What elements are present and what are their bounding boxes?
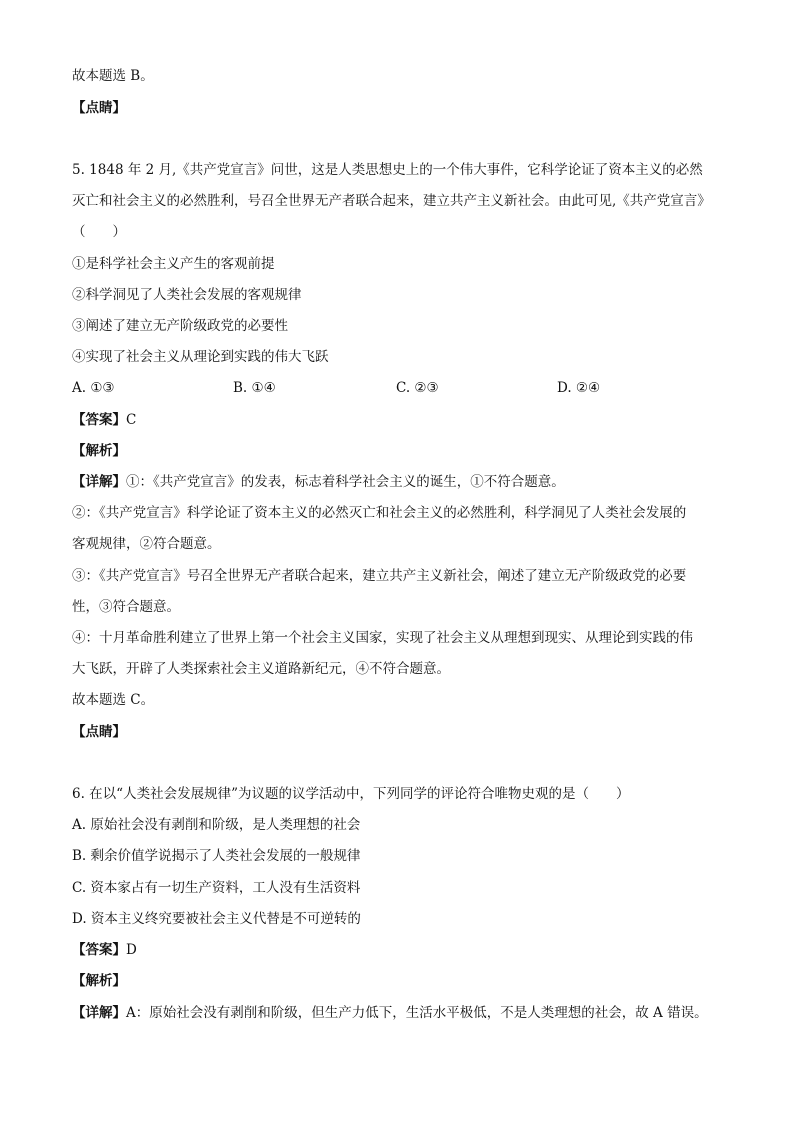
q6-answer-tag: 【答案】: [72, 942, 126, 958]
q5-answer: [72, 410, 136, 430]
q5-answer-value: C: [126, 412, 137, 428]
q5-answer-tag: 【答案】: [72, 412, 126, 428]
q5-detail-2b: 客观规律，②符合题意。: [72, 536, 221, 552]
q5-statement-4: ④实现了社会主义从理论到实践的伟大飞跃: [72, 349, 329, 365]
q5-dianjing-heading: 【点睛】: [72, 724, 126, 740]
q5-option-c: C. ②③: [396, 380, 439, 396]
q5-option-a: A. ①③: [72, 380, 115, 396]
q5-stem-line-1: 5. 1848 年 2 月,《共产党宣言》问世，这是人类思想史上的一个伟大事件，它科学论证了资本主义的必然: [72, 162, 703, 178]
q5-detail-1-text: ①：《共产党宣言》的发表，标志着科学社会主义的诞生，①不符合题意。: [126, 474, 565, 490]
q6-stem: 6. 在以“人类社会发展规律”为议题的议学活动中，下列同学的评论符合唯物史观的是（ ）: [72, 786, 630, 802]
q6-option-d: D. 资本主义终究要被社会主义代替是不可逆转的: [72, 911, 361, 927]
q6-option-a: A. 原始社会没有剥削和阶级，是人类理想的社会: [72, 817, 361, 833]
q5-jiexi-heading: 【解析】: [72, 443, 126, 459]
q6-detail-1-text: A：原始社会没有剥削和阶级，但生产力低下，生活水平极低，不是人类理想的社会，故 A 错误。: [126, 1005, 708, 1021]
q6-answer: [72, 940, 137, 960]
q5-statement-3: ③阐述了建立无产阶级政党的必要性: [72, 318, 288, 334]
q6-detail-tag: 【详解】: [72, 1005, 126, 1021]
q5-statement-1: ①是科学社会主义产生的客观前提: [72, 256, 275, 272]
q5-detail-2a: ②：《共产党宣言》科学论证了资本主义的必然灭亡和社会主义的必然胜利，科学洞见了人类社会发展的: [72, 505, 687, 521]
q4-dianjing-heading: 【点睛】: [72, 100, 126, 116]
q6-answer-value: D: [126, 942, 137, 958]
q5-conclusion: 故本题选 C。: [72, 692, 155, 708]
q6-detail-1: [72, 1003, 708, 1023]
q5-detail-tag: 【详解】: [72, 474, 126, 490]
q5-detail-3a: ③：《共产党宣言》号召全世界无产者联合起来，建立共产主义新社会，阐述了建立无产阶级政党的必要: [72, 568, 687, 584]
q4-conclusion: 故本题选 B。: [72, 68, 154, 84]
q5-detail-4b: 大飞跃，开辟了人类探索社会主义道路新纪元，④不符合题意。: [72, 661, 450, 677]
q6-option-c: C. 资本家占有一切生产资料，工人没有生活资料: [72, 880, 361, 896]
q5-detail-1: [72, 472, 565, 492]
q5-detail-4a: ④：十月革命胜利建立了世界上第一个社会主义国家，实现了社会主义从理想到现实、从理论到实践的伟: [72, 630, 693, 646]
q6-jiexi-heading: 【解析】: [72, 973, 126, 989]
q5-detail-3b: 性，③符合题意。: [72, 599, 180, 615]
q6-option-b: B. 剩余价值学说揭示了人类社会发展的一般规律: [72, 848, 361, 864]
q5-stem-line-3: （ ）: [72, 224, 126, 240]
q5-statement-2: ②科学洞见了人类社会发展的客观规律: [72, 287, 302, 303]
q5-option-d: D. ②④: [557, 380, 601, 396]
q5-stem-line-2: 灭亡和社会主义的必然胜利，号召全世界无产者联合起来，建立共产主义新社会。由此可见,《共产党宣言》: [72, 193, 711, 209]
q5-option-b: B. ①④: [233, 380, 276, 396]
